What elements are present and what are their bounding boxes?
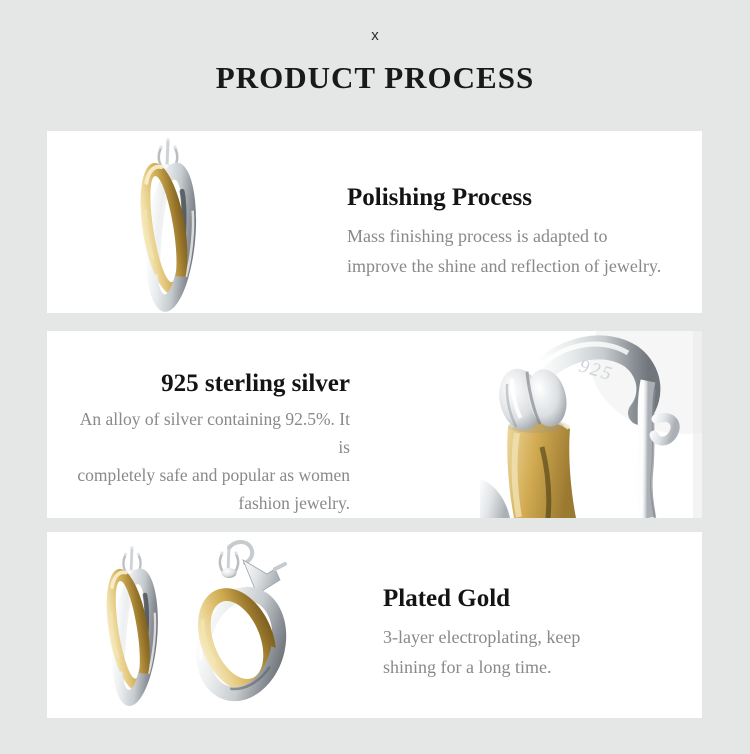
earring-pair-side-image [104, 544, 160, 708]
section-heading: 925 sterling silver [161, 370, 350, 397]
body-line: Mass finishing process is adapted to [347, 226, 608, 246]
silver-text-block [67, 371, 350, 517]
earring-side-view-image [137, 136, 199, 314]
section-polishing-process [47, 131, 702, 313]
section-plated-gold [47, 532, 702, 718]
body-line: improve the shine and reflection of jewelry. [347, 256, 662, 276]
body-line: shining for a long time. [383, 657, 552, 677]
silver-post [643, 381, 648, 518]
section-body [383, 622, 580, 682]
section-body [347, 221, 661, 281]
page-title: PRODUCT PROCESS [215, 60, 535, 95]
engraving-925: 925 [576, 355, 616, 386]
earring-pair-quarter-image [183, 538, 299, 710]
top-x-symbol: x [371, 27, 379, 44]
plated-gold-text-block [383, 586, 580, 682]
polishing-text-block [347, 185, 661, 281]
body-line: completely safe and popular as women [77, 465, 350, 485]
body-line: fashion jewelry. [238, 493, 350, 513]
section-sterling-silver [47, 331, 702, 518]
section-heading: Polishing Process [347, 184, 532, 211]
section-body [67, 405, 350, 517]
body-line: 3-layer electroplating, keep [383, 627, 581, 647]
body-line: An alloy of silver containing 92.5%. It is [79, 409, 350, 457]
earring-clasp-closeup-image [480, 331, 702, 518]
section-heading: Plated Gold [383, 585, 511, 612]
